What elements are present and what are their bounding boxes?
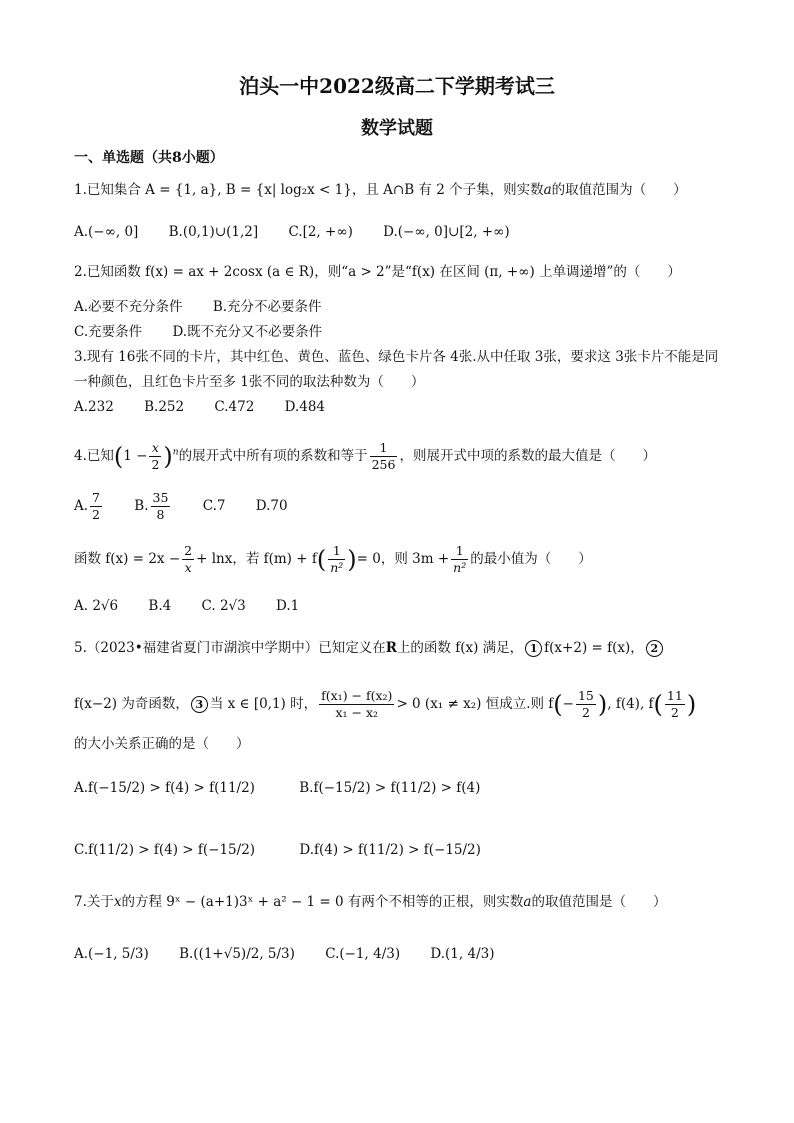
q5-option-b[interactable]: B.f(−15/2) > f(11/2) > f(4) [299,780,481,796]
q3-option-b[interactable]: B.252 [144,399,185,415]
q7-option-c[interactable]: C.(−1, 4/3) [325,946,401,962]
q7-option-d[interactable]: D.(1, 4/3) [430,946,495,962]
question-5-line1 [74,638,665,658]
question-5-line3: 的大小关系正确的是（ ） [74,736,250,752]
q1-option-d[interactable]: D.(−∞, 0]∪[2, +∞) [383,224,510,240]
q1-var: a [543,182,552,198]
q3-option-c[interactable]: C.472 [214,399,255,415]
q1-option-c[interactable]: C.[2, +∞) [288,224,353,240]
q4-option-c[interactable]: C.7 [202,498,226,514]
question-5-line2: f(x−2) 为奇函数， 3 当 x ∈ [0,1) 时， $\frac{\text{f(x₁) − f(x₂)}}{\text{x₁ − x₂}}$ > 0 (x₁ ≠ x₂) 恒成立.则 f(− $\frac{15}{2}$ ), f(4), f( $\frac{11}{2}$ ) [74,688,697,720]
q7-var-a: a [523,894,532,910]
qu-pre: 函数 f(x) = 2x − [74,551,181,567]
qu-mid2: = 0，则 3m + [356,551,450,567]
q4-option-a[interactable]: A. $\frac{7}{2}$ [74,490,100,522]
question-7 [74,892,666,912]
q7-option-b[interactable]: B.((1+√5)/2, 5/3) [179,946,295,962]
q5-set-r: R [385,640,397,656]
q4-paren-open: ( [113,442,124,471]
q5-cond3: 当 x ∈ [0,1) 时， [209,696,318,712]
q5-option-c[interactable]: C.f(11/2) > f(4) > f(−15/2) [74,842,256,858]
question-1 [74,180,687,200]
q7-post: 的取值范围是（ ） [531,894,667,910]
section-heading: 一、单选题（共8小题） [74,150,224,166]
question-2: 2.已知函数 f(x) = ax + 2cosx (a ∈ R)，则“a > 2”是“f(x) 在区间 (π, +∞) 上单调递增”的（ ） [74,264,681,280]
q7-pre: 7.关于 [74,894,114,910]
q3-options [74,397,351,417]
q4-option-d[interactable]: D.70 [255,498,288,514]
q5-cond1: f(x+2) = f(x)， [544,640,644,656]
qu-frac2: $\frac{1}{\text{n²}}$ [330,543,344,575]
q5-diff-quotient: $\frac{\text{f(x₁) − f(x₂)}}{\text{x₁ − x₂}}$ [321,688,393,720]
q5-option-d[interactable]: D.f(4) > f(11/2) > f(−15/2) [299,842,481,858]
q3-option-d[interactable]: D.484 [284,399,326,415]
qu-post: 的最小值为（ ） [470,551,592,567]
qu-option-a[interactable]: A. 2√6 [74,598,119,614]
q4-exp: n [172,447,179,458]
condition-3-marker: 3 [191,696,208,713]
q5-options-row2 [74,840,507,860]
q5-frac-b: $\frac{11}{2}$ [666,688,683,720]
q5-option-a[interactable]: A.f(−15/2) > f(4) > f(11/2) [74,780,255,796]
question-unnumbered: 函数 f(x) = 2x − $\frac{2}{x}$ + lnx，若 f(m) + f( $\frac{1}{\text{n²}}$ )= 0，则 3m + $\frac{1}{\text{n²}}$ 的最小值为（ ） [74,543,592,575]
page-subtitle: 数学试题 [361,118,433,139]
q7-option-a[interactable]: A.(−1, 5/3) [74,946,149,962]
q3-option-a[interactable]: A.232 [74,399,114,415]
qu-option-b[interactable]: B.4 [148,598,172,614]
q4-frac2: $\frac{1}{256}$ [371,440,396,472]
q1-option-a[interactable]: A.(−∞, 0] [74,224,139,240]
q2-option-d[interactable]: D.既不充分又不必要条件 [172,324,323,340]
q7-mid: 的方程 9ˣ − (a+1)3ˣ + a² − 1 = 0 有两个不相等的正根，则实数 [121,894,524,910]
page-title: 泊头一中2022级高二下学期考试三 [239,74,555,98]
question-3-line1: 3.现有 16张不同的卡片，其中红色、黄色、蓝色、绿色卡片各 4张.从中任取 3张，要求这 3张卡片不能是同 [74,349,719,365]
q4-option-b[interactable]: B. $\frac{35}{8}$ [134,490,169,522]
qu-frac1: $\frac{2}{x}$ [184,543,193,575]
question-3-line2: 一种颜色，且红色卡片至多 1张不同的取法种数为（ ） [74,374,425,390]
q4-frac1: $\frac{x}{2}$ [151,440,160,472]
q4-pre: 4.已知 [74,448,114,464]
q7-options [74,944,520,964]
q5-frac-a: $\frac{15}{2}$ [577,688,594,720]
condition-1-marker: 1 [525,640,542,657]
qu-frac3: $\frac{1}{\text{n²}}$ [453,543,467,575]
q2-option-a[interactable]: A.必要不充分条件 [74,299,183,315]
q5-cond2: f(x−2) 为奇函数， [74,696,189,712]
q2-options-row2 [74,322,348,342]
q4-post: ，则展开式中项的系数的最大值是（ ） [399,448,656,464]
q2-options-row1 [74,297,348,317]
q1-text: 1.已知集合 A = {1, a}, B = {x| log₂x < 1}，且 A∩B 有 2 个子集，则实数 [74,182,544,198]
q2-option-b[interactable]: B.充分不必要条件 [212,299,322,315]
q1-option-b[interactable]: B.(0,1)∪(1,2] [168,224,259,240]
qu-options [74,596,325,616]
question-4 [74,440,656,473]
q4-options [74,490,314,523]
q1-text-end: 的取值范围为（ ） [551,182,687,198]
qu-option-c[interactable]: C. 2√3 [201,598,246,614]
q4-mid: 的展开式中所有项的系数和等于 [178,448,368,464]
qu-mid1: + lnx，若 f(m) + f [196,551,317,567]
q1-options [74,222,536,242]
q5-mid: 上的函数 f(x) 满足， [396,640,524,656]
q4-paren-close: ) [163,442,173,471]
q5-pre: 5.（2023•福建省夏门市湖滨中学期中）已知定义在 [74,640,386,656]
q4-expr: 1 − [123,448,148,464]
q5-options-row1 [74,778,506,798]
q2-option-c[interactable]: C.充要条件 [74,324,143,340]
q5-list: , f(4), f [607,696,654,712]
qu-option-d[interactable]: D.1 [276,598,300,614]
q5-ineq: > 0 (x₁ ≠ x₂) 恒成立.则 f [396,696,554,712]
q7-var-x: x [113,894,122,910]
condition-2-marker: 2 [646,640,663,657]
